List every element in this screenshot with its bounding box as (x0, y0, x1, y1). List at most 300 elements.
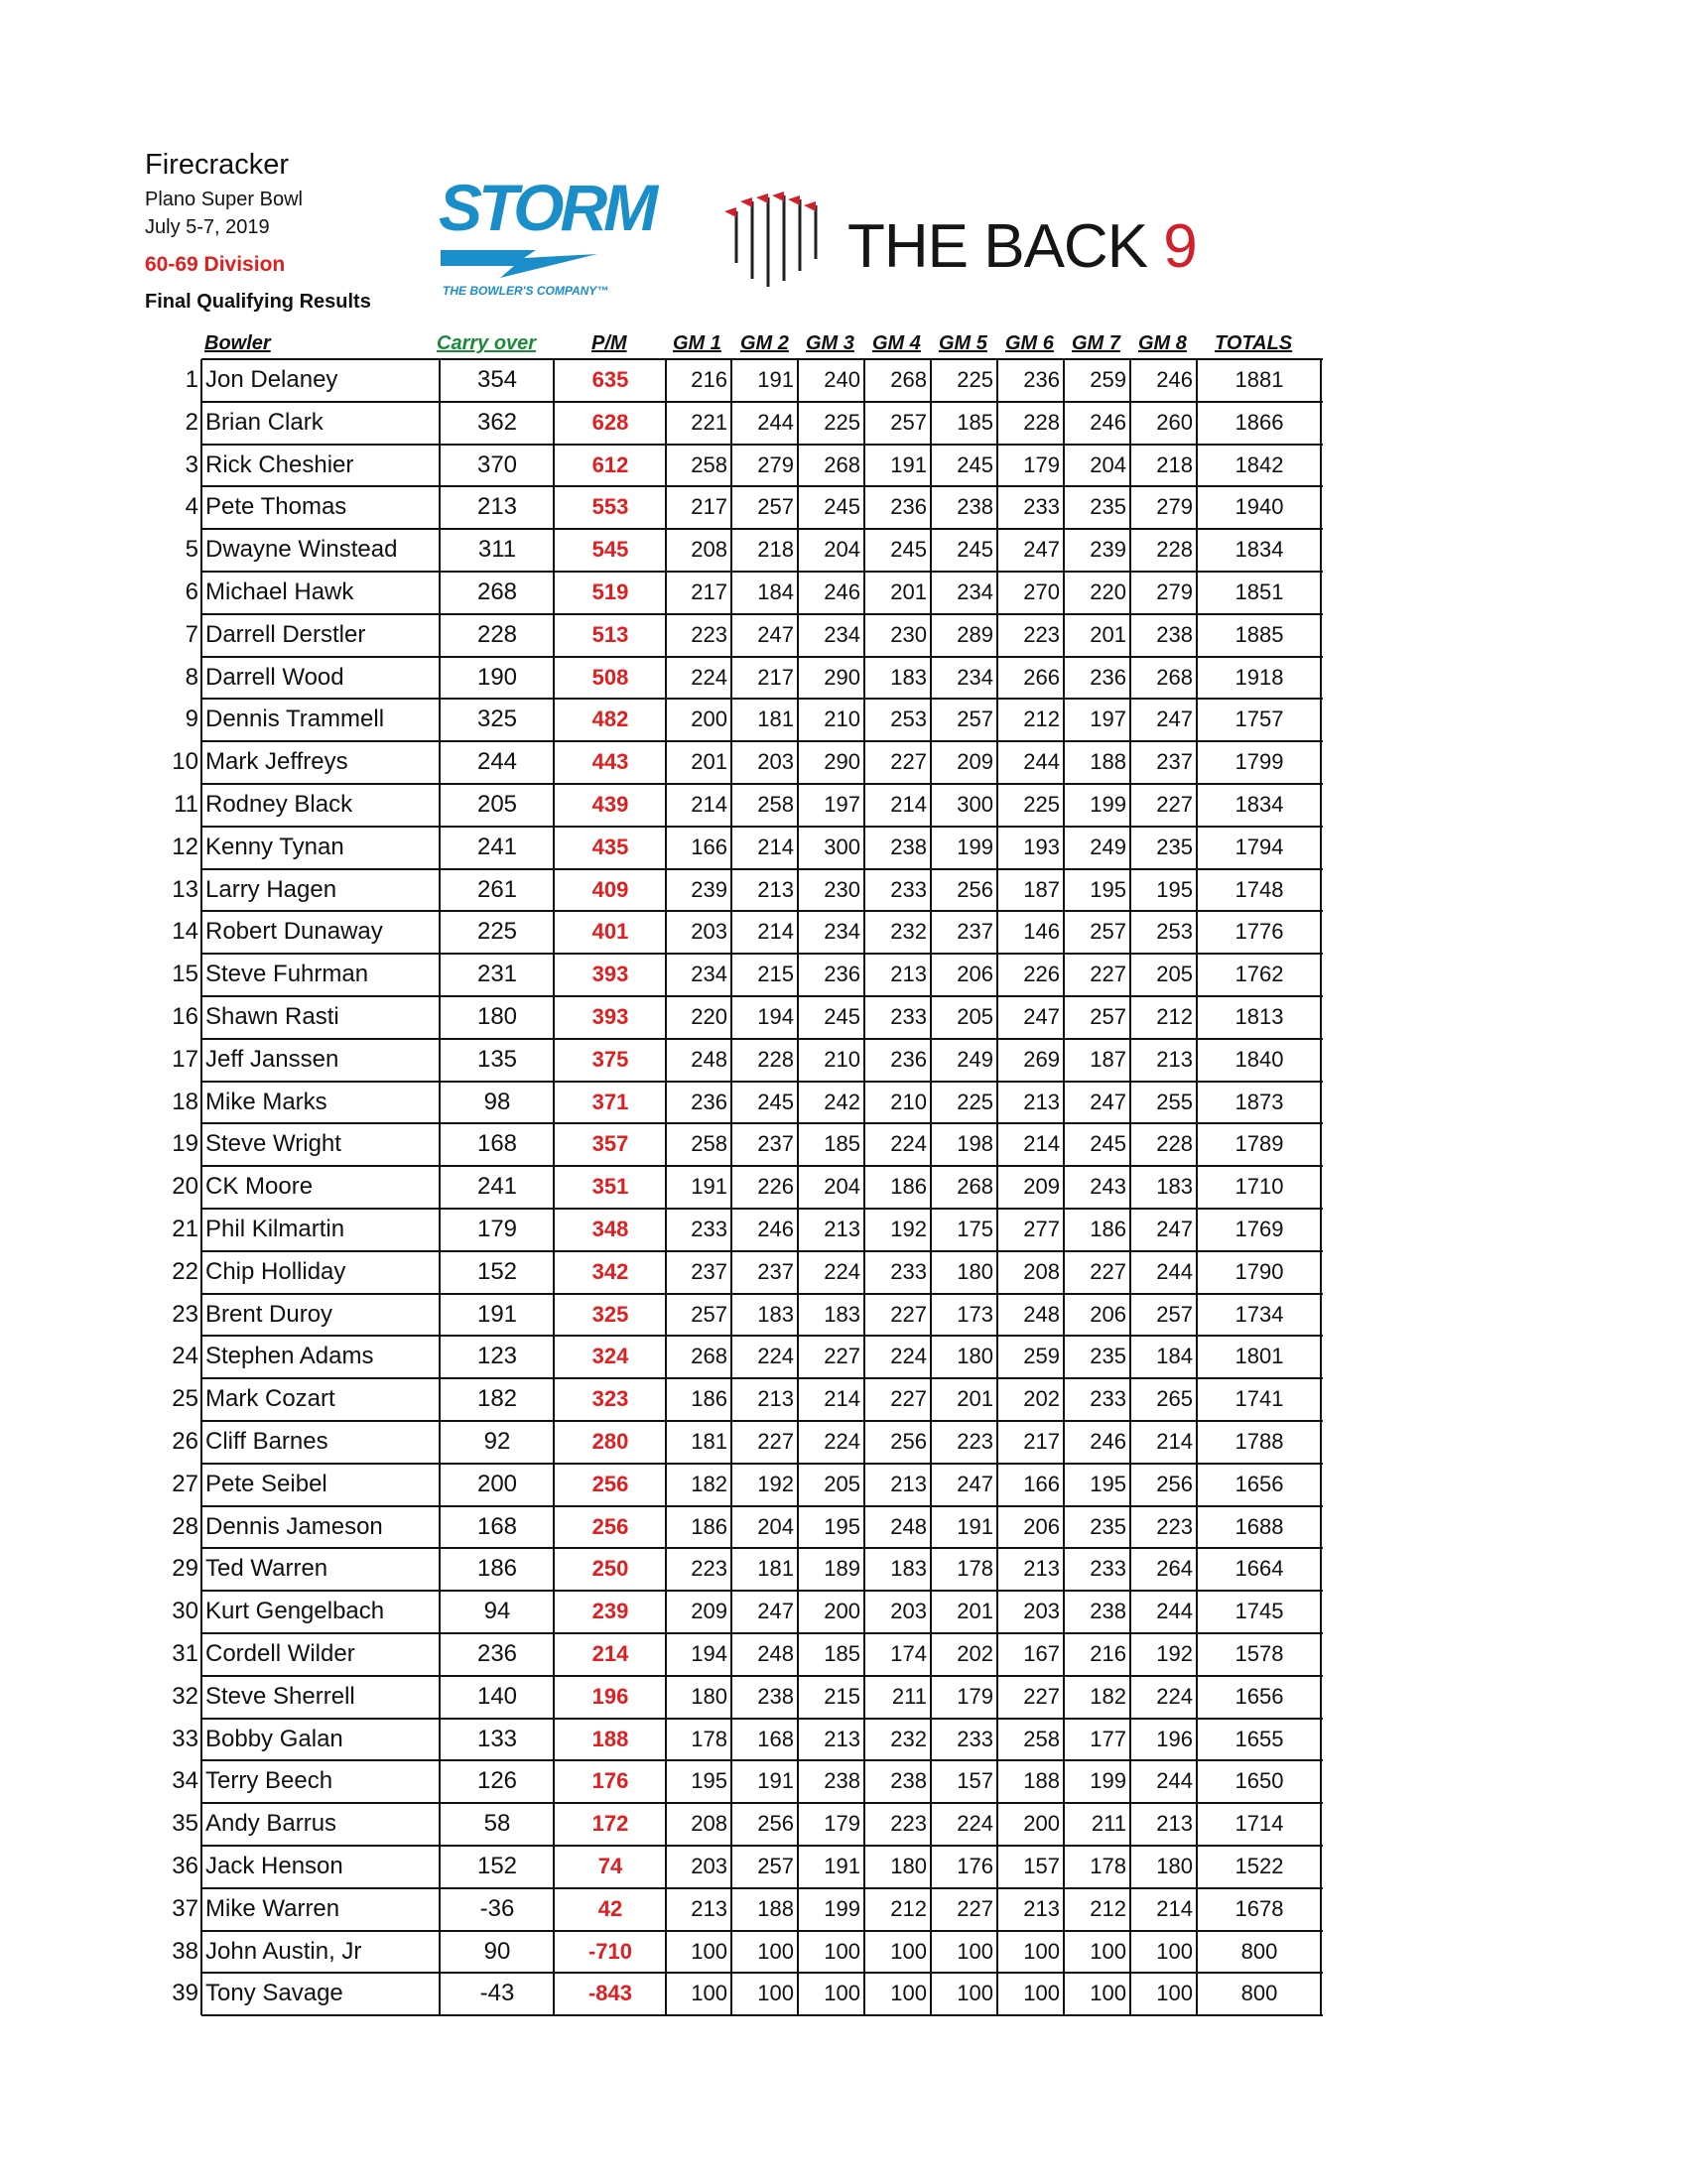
row-game-5: 233 (957, 1726, 993, 1751)
row-game-8: 238 (1156, 621, 1193, 647)
row-game-1: 220 (691, 1004, 727, 1029)
row-pm: 324 (591, 1344, 629, 1369)
row-game-6: 247 (1023, 1004, 1060, 1029)
row-pm: 325 (591, 1301, 629, 1327)
row-game-3: 236 (824, 962, 860, 987)
row-rank: 9 (185, 706, 198, 733)
row-carry-over: 191 (476, 1300, 518, 1328)
row-game-6: 100 (1023, 1938, 1060, 1964)
row-game-8: 183 (1156, 1174, 1193, 1200)
row-total: 1840 (1234, 1046, 1284, 1072)
event-subtitle: Final Qualifying Results (145, 291, 371, 313)
row-game-2: 204 (757, 1513, 794, 1539)
row-game-6: 157 (1023, 1854, 1060, 1878)
row-game-5: 234 (957, 579, 993, 604)
row-game-1: 209 (691, 1599, 727, 1624)
row-pm: 280 (591, 1429, 629, 1454)
table-row-divider (201, 1081, 1323, 1083)
header-game-6: GM 6 (1005, 332, 1054, 354)
row-game-6: 193 (1023, 834, 1060, 859)
row-game-5: 185 (957, 409, 993, 435)
row-game-2: 224 (757, 1344, 794, 1369)
row-rank: 28 (172, 1512, 198, 1540)
table-row-divider (201, 358, 1323, 360)
row-total: 1710 (1234, 1174, 1284, 1200)
row-rank: 11 (174, 791, 198, 818)
table-row-divider (201, 1122, 1323, 1124)
row-game-3: 185 (824, 1131, 860, 1157)
row-carry-over: 190 (476, 663, 518, 691)
row-game-2: 244 (757, 409, 794, 435)
row-game-1: 257 (691, 1301, 727, 1327)
row-bowler-name: Pete Seibel (205, 1470, 327, 1497)
row-bowler-name: Robert Dunaway (205, 918, 383, 946)
row-carry-over: 152 (476, 1853, 518, 1879)
row-game-5: 245 (957, 537, 993, 563)
row-game-1: 217 (691, 579, 727, 604)
row-bowler-name: Steve Wright (205, 1130, 341, 1158)
table-row-divider (201, 1335, 1323, 1337)
table-row-divider (201, 1250, 1323, 1252)
table-row-divider (201, 1547, 1323, 1549)
row-carry-over: -36 (479, 1894, 515, 1922)
row-game-1: 100 (691, 1981, 727, 2006)
row-game-1: 181 (691, 1429, 727, 1454)
row-game-5: 237 (957, 919, 993, 945)
row-rank: 10 (172, 748, 198, 776)
row-total: 1813 (1234, 1004, 1284, 1029)
row-pm: 176 (591, 1768, 629, 1794)
row-game-3: 210 (824, 707, 860, 732)
row-bowler-name: Chip Holliday (205, 1257, 346, 1285)
row-pm: 519 (591, 579, 629, 604)
row-game-6: 214 (1023, 1131, 1060, 1157)
row-bowler-name: Brent Duroy (205, 1300, 333, 1328)
row-total: 1769 (1234, 1217, 1284, 1241)
row-rank: 6 (185, 578, 198, 605)
row-game-4: 236 (890, 494, 927, 520)
row-total: 1881 (1234, 367, 1284, 392)
row-game-8: 180 (1156, 1854, 1193, 1878)
row-game-6: 225 (1023, 792, 1060, 817)
table-row-divider (201, 698, 1323, 700)
row-game-6: 187 (1023, 876, 1060, 902)
row-carry-over: 168 (476, 1130, 518, 1158)
row-game-7: 236 (1090, 664, 1126, 690)
table-row-divider (201, 995, 1323, 997)
table-row-divider (201, 613, 1323, 615)
row-game-8: 244 (1156, 1768, 1193, 1794)
row-rank: 17 (172, 1045, 198, 1073)
row-total: 1794 (1234, 834, 1284, 859)
row-pm: -710 (587, 1938, 633, 1964)
row-game-8: 237 (1156, 749, 1193, 775)
table-column-divider (797, 359, 799, 2015)
table-column-divider (930, 359, 932, 2015)
row-game-5: 178 (957, 1556, 993, 1582)
row-bowler-name: Dwayne Winstead (205, 536, 398, 564)
header-carry-over: Carry over (437, 332, 537, 354)
row-total: 1834 (1234, 792, 1284, 817)
row-game-1: 239 (691, 876, 727, 902)
row-rank: 22 (172, 1257, 198, 1285)
header-game-5: GM 5 (939, 332, 987, 354)
row-carry-over: 370 (476, 450, 518, 478)
row-game-3: 300 (824, 834, 860, 859)
row-game-2: 217 (757, 664, 794, 690)
row-game-4: 186 (890, 1174, 927, 1200)
row-game-2: 191 (757, 367, 794, 392)
row-game-2: 218 (757, 537, 794, 563)
row-bowler-name: Terry Beech (205, 1767, 333, 1795)
row-rank: 39 (172, 1980, 198, 2007)
row-game-5: 180 (957, 1344, 993, 1369)
row-game-5: 157 (957, 1768, 993, 1794)
row-game-6: 209 (1023, 1174, 1060, 1200)
row-rank: 34 (172, 1767, 198, 1795)
row-game-5: 247 (957, 1471, 993, 1496)
row-game-7: 249 (1090, 834, 1126, 859)
row-game-8: 255 (1156, 1089, 1193, 1114)
table-row-divider (201, 740, 1323, 742)
row-game-7: 199 (1090, 792, 1126, 817)
row-game-2: 214 (757, 834, 794, 859)
row-rank: 8 (185, 663, 198, 691)
row-game-6: 233 (1023, 494, 1060, 520)
row-game-8: 100 (1156, 1938, 1193, 1964)
row-game-5: 289 (957, 621, 993, 647)
row-game-6: 226 (1023, 962, 1060, 987)
row-rank: 18 (172, 1088, 198, 1115)
row-total: 1734 (1234, 1301, 1284, 1327)
row-game-7: 247 (1090, 1089, 1126, 1114)
row-game-4: 233 (890, 1004, 927, 1029)
row-game-2: 181 (757, 1556, 794, 1582)
storm-logo-tagline: THE BOWLER'S COMPANY™ (443, 284, 609, 298)
row-game-2: 228 (757, 1046, 794, 1072)
row-game-6: 100 (1023, 1981, 1060, 2006)
row-game-5: 173 (957, 1301, 993, 1327)
row-game-4: 212 (890, 1895, 927, 1921)
row-pm: 323 (591, 1386, 629, 1412)
row-bowler-name: Michael Hawk (205, 578, 354, 605)
row-game-4: 180 (890, 1854, 927, 1878)
row-total: 1788 (1234, 1429, 1284, 1454)
row-game-6: 213 (1023, 1895, 1060, 1921)
row-total: 1741 (1234, 1386, 1284, 1412)
row-game-3: 224 (824, 1429, 860, 1454)
row-bowler-name: Cordell Wilder (205, 1640, 355, 1667)
row-rank: 25 (172, 1385, 198, 1413)
row-game-3: 213 (824, 1217, 860, 1241)
row-total: 1834 (1234, 537, 1284, 563)
row-total: 1688 (1234, 1513, 1284, 1539)
row-game-8: 205 (1156, 962, 1193, 987)
row-bowler-name: Brian Clark (205, 408, 324, 436)
row-rank: 2 (185, 408, 198, 436)
row-total: 1664 (1234, 1556, 1284, 1582)
row-bowler-name: Rick Cheshier (205, 450, 354, 478)
row-game-1: 182 (691, 1471, 727, 1496)
row-game-2: 213 (757, 876, 794, 902)
row-total: 1873 (1234, 1089, 1284, 1114)
row-pm: 401 (591, 919, 629, 945)
row-game-3: 238 (824, 1768, 860, 1794)
header-game-1: GM 1 (673, 332, 721, 354)
row-game-4: 211 (891, 1683, 927, 1709)
row-bowler-name: Jack Henson (205, 1853, 343, 1879)
table-row-divider (201, 1675, 1323, 1677)
row-carry-over: 268 (476, 578, 518, 605)
row-game-7: 182 (1090, 1683, 1126, 1709)
header-game-8: GM 8 (1138, 332, 1187, 354)
row-game-7: 235 (1090, 494, 1126, 520)
row-total: 1776 (1234, 919, 1284, 945)
row-game-4: 227 (890, 1301, 927, 1327)
row-game-8: 244 (1156, 1258, 1193, 1284)
row-game-4: 201 (890, 579, 927, 604)
table-column-divider (1196, 359, 1198, 2015)
row-game-5: 100 (957, 1938, 993, 1964)
table-row-divider (201, 1930, 1323, 1932)
row-game-7: 227 (1090, 962, 1126, 987)
row-rank: 7 (185, 620, 198, 648)
row-game-1: 258 (691, 1131, 727, 1157)
row-game-8: 213 (1156, 1811, 1193, 1837)
row-game-6: 203 (1023, 1599, 1060, 1624)
row-game-2: 256 (757, 1811, 794, 1837)
row-carry-over: 325 (476, 706, 518, 733)
row-pm: 256 (591, 1513, 629, 1539)
row-game-1: 233 (691, 1217, 727, 1241)
row-game-1: 100 (691, 1938, 727, 1964)
header-bowler: Bowler (204, 332, 271, 354)
row-carry-over: 140 (476, 1682, 518, 1710)
row-game-6: 212 (1023, 707, 1060, 732)
row-game-1: 221 (691, 409, 727, 435)
row-bowler-name: Stephen Adams (205, 1343, 374, 1370)
row-game-4: 257 (890, 409, 927, 435)
row-rank: 5 (185, 536, 198, 564)
row-carry-over: 244 (476, 748, 518, 776)
row-carry-over: 58 (483, 1810, 511, 1838)
row-bowler-name: CK Moore (205, 1173, 314, 1201)
row-game-8: 223 (1156, 1513, 1193, 1539)
row-bowler-name: Dennis Jameson (205, 1512, 383, 1540)
row-pm: 256 (591, 1471, 629, 1496)
row-total: 1866 (1234, 409, 1284, 435)
row-carry-over: 225 (476, 918, 518, 946)
row-game-7: 235 (1090, 1513, 1126, 1539)
event-dates: July 5-7, 2019 (145, 216, 270, 238)
row-game-4: 236 (890, 1046, 927, 1072)
table-row-divider (201, 868, 1323, 870)
row-game-5: 257 (957, 707, 993, 732)
table-row-divider (201, 401, 1323, 403)
row-game-7: 177 (1090, 1726, 1126, 1751)
row-carry-over: 241 (476, 833, 518, 860)
row-game-3: 204 (824, 537, 860, 563)
table-column-divider (1320, 359, 1322, 2015)
row-carry-over: 152 (476, 1257, 518, 1285)
row-game-7: 195 (1090, 876, 1126, 902)
row-rank: 35 (172, 1810, 198, 1838)
row-game-7: 201 (1090, 621, 1126, 647)
row-pm: 351 (591, 1174, 629, 1200)
row-game-6: 244 (1023, 749, 1060, 775)
row-total: 1714 (1234, 1811, 1284, 1837)
row-rank: 13 (172, 875, 198, 903)
row-carry-over: 261 (476, 875, 518, 903)
row-total: 1678 (1234, 1895, 1284, 1921)
row-game-7: 212 (1090, 1895, 1126, 1921)
row-game-7: 186 (1090, 1217, 1126, 1241)
row-game-6: 200 (1023, 1811, 1060, 1837)
row-game-3: 199 (824, 1895, 860, 1921)
row-game-8: 195 (1156, 876, 1193, 902)
row-bowler-name: Tony Savage (205, 1980, 343, 2007)
row-game-8: 279 (1156, 579, 1193, 604)
row-game-8: 228 (1156, 1131, 1193, 1157)
row-game-8: 224 (1156, 1683, 1193, 1709)
row-game-7: 257 (1090, 1004, 1126, 1029)
row-total: 1757 (1234, 707, 1284, 732)
row-pm: 371 (591, 1089, 629, 1114)
row-bowler-name: Mike Warren (205, 1894, 340, 1922)
row-game-3: 234 (824, 621, 860, 647)
row-pm: -843 (587, 1981, 633, 2006)
row-game-6: 258 (1023, 1726, 1060, 1751)
row-carry-over: 179 (476, 1216, 518, 1242)
row-game-1: 194 (691, 1641, 727, 1666)
row-game-7: 100 (1090, 1938, 1126, 1964)
row-carry-over: 236 (476, 1640, 518, 1667)
row-game-2: 226 (757, 1174, 794, 1200)
header-totals: TOTALS (1215, 332, 1293, 354)
row-game-6: 247 (1023, 537, 1060, 563)
row-rank: 12 (172, 833, 198, 860)
table-row-divider (201, 1377, 1323, 1379)
row-pm: 508 (591, 664, 629, 690)
row-game-1: 258 (691, 451, 727, 477)
row-game-5: 249 (957, 1046, 993, 1072)
table-row-divider (201, 953, 1323, 955)
row-game-5: 225 (957, 367, 993, 392)
table-row-divider (201, 1463, 1323, 1465)
row-game-6: 223 (1023, 621, 1060, 647)
row-total: 1851 (1234, 579, 1284, 604)
row-game-2: 237 (757, 1131, 794, 1157)
table-column-divider (1129, 359, 1131, 2015)
row-game-4: 210 (890, 1089, 927, 1114)
row-game-3: 230 (824, 876, 860, 902)
row-rank: 38 (172, 1937, 198, 1965)
row-carry-over: 241 (476, 1173, 518, 1201)
row-game-1: 200 (691, 707, 727, 732)
row-game-8: 228 (1156, 537, 1193, 563)
row-game-1: 223 (691, 621, 727, 647)
row-game-2: 215 (757, 962, 794, 987)
row-game-7: 257 (1090, 919, 1126, 945)
row-carry-over: 354 (476, 366, 518, 393)
row-game-2: 214 (757, 919, 794, 945)
row-game-8: 253 (1156, 919, 1193, 945)
row-game-1: 214 (691, 792, 727, 817)
row-game-3: 290 (824, 749, 860, 775)
row-game-5: 175 (957, 1217, 993, 1241)
row-pm: 443 (591, 749, 629, 775)
table-row-divider (201, 2014, 1323, 2016)
row-game-7: 239 (1090, 537, 1126, 563)
table-row-divider (201, 783, 1323, 785)
row-pm: 545 (591, 537, 629, 563)
row-game-1: 217 (691, 494, 727, 520)
row-game-2: 183 (757, 1301, 794, 1327)
row-total: 1745 (1234, 1599, 1284, 1624)
row-game-2: 192 (757, 1471, 794, 1496)
row-bowler-name: Jon Delaney (205, 366, 338, 393)
row-game-8: 235 (1156, 834, 1193, 859)
row-game-4: 100 (890, 1938, 927, 1964)
row-carry-over: -43 (479, 1980, 515, 2007)
row-game-6: 179 (1023, 451, 1060, 477)
row-total: 1918 (1234, 664, 1284, 690)
row-game-3: 204 (824, 1174, 860, 1200)
row-pm: 214 (591, 1641, 629, 1666)
row-total: 1656 (1234, 1471, 1284, 1496)
table-row-divider (201, 485, 1323, 487)
row-game-1: 216 (691, 367, 727, 392)
row-total: 1885 (1234, 621, 1284, 647)
row-game-3: 245 (824, 1004, 860, 1029)
row-bowler-name: Ted Warren (205, 1555, 328, 1583)
row-game-4: 233 (890, 876, 927, 902)
row-game-6: 213 (1023, 1556, 1060, 1582)
row-game-2: 247 (757, 621, 794, 647)
row-pm: 250 (591, 1556, 629, 1582)
row-game-2: 213 (757, 1386, 794, 1412)
row-game-8: 196 (1156, 1726, 1193, 1751)
row-game-4: 227 (890, 749, 927, 775)
row-carry-over: 200 (476, 1470, 518, 1497)
row-total: 1799 (1234, 749, 1284, 775)
row-game-3: 245 (824, 494, 860, 520)
row-game-7: 195 (1090, 1471, 1126, 1496)
row-total: 1748 (1234, 876, 1284, 902)
row-game-5: 205 (957, 1004, 993, 1029)
row-game-5: 256 (957, 876, 993, 902)
table-row-divider (201, 1718, 1323, 1720)
header-pm: P/M (591, 332, 627, 354)
row-game-1: 166 (691, 834, 727, 859)
row-rank: 27 (172, 1470, 198, 1497)
row-game-4: 232 (890, 919, 927, 945)
row-game-7: 233 (1090, 1556, 1126, 1582)
row-game-6: 217 (1023, 1429, 1060, 1454)
row-game-6: 167 (1023, 1641, 1060, 1666)
row-pm: 42 (597, 1895, 623, 1921)
row-game-2: 100 (757, 1981, 794, 2006)
row-game-4: 183 (890, 1556, 927, 1582)
table-row-divider (201, 656, 1323, 658)
row-game-7: 199 (1090, 1768, 1126, 1794)
row-bowler-name: Cliff Barnes (205, 1428, 328, 1455)
row-bowler-name: Jeff Janssen (205, 1045, 339, 1073)
row-carry-over: 168 (476, 1512, 518, 1540)
table-column-divider (996, 359, 998, 2015)
row-game-4: 256 (890, 1429, 927, 1454)
row-carry-over: 133 (476, 1725, 518, 1752)
